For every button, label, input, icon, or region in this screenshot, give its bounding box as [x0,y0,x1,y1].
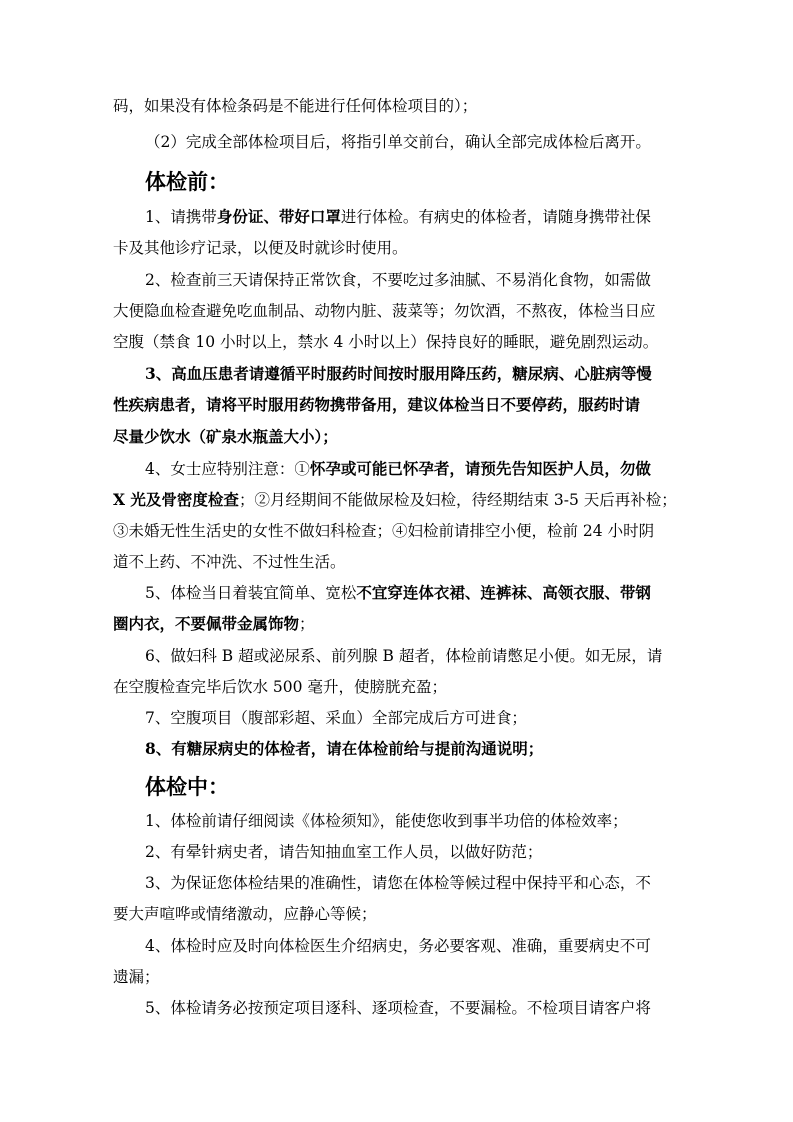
before-item-5-prefix: 5、体检当日着装宜简单、宽松 [145,584,357,602]
before-item-6-line-2: 在空腹检查完毕后饮水 500 毫升，使膀胱充盈； [113,678,447,696]
before-item-1-line-2: 卡及其他诊疗记录，以便及时就诊时使用。 [113,239,408,257]
before-item-4-xray: X 光及骨密度检查 [113,490,239,509]
before-item-2-line-2: 大便隐血检查避免吃血制品、动物内脏、菠菜等；勿饮酒，不熬夜，体检当日应 [113,302,656,320]
before-item-5-end: ； [299,615,315,633]
before-item-3-line-3: 尽量少饮水（矿泉水瓶盖大小）； [113,427,338,446]
before-item-4-line-4: 道不上药、不冲洗、不过性生活。 [113,553,346,571]
before-item-1-emphasis: 身份证、带好口罩 [216,207,341,226]
intro-line-2: （2）完成全部体检项目后，将指引单交前台，确认全部完成体检后离开。 [145,133,651,151]
before-item-4-menstrual: ；②月经期间不能做尿检及妇检，待经期结束 3-5 天后再补检； [238,491,677,509]
before-item-7: 7、空腹项目（腹部彩超、采血）全部完成后方可进食； [145,709,527,727]
before-item-6-line-1: 6、做妇科 B 超或泌尿系、前列腺 B 超者，体检前请憋足小便。如无尿，请 [145,647,663,665]
before-item-2-line-3: 空腹（禁食 10 小时以上，禁水 4 小时以上）保持良好的睡眠，避免剧烈运动。 [113,333,659,351]
during-item-2: 2、有晕针病史者，请告知抽血室工作人员，以做好防范； [145,843,543,861]
before-item-2-line-1: 2、检查前三天请保持正常饮食，不要吃过多油腻、不易消化食物，如需做 [145,271,651,289]
section-heading-during: 体检中： [145,775,229,799]
before-item-5-line-1 [145,583,651,603]
during-item-4-line-2: 遗漏； [113,968,160,986]
during-item-3-line-1: 3、为保证您体检结果的准确性，请您在体检等候过程中保持平和心态，不 [145,874,651,892]
during-item-1: 1、体检前请仔细阅读《体检须知》，能使您收到事半功倍的体检效率； [145,812,628,830]
during-item-3-line-2: 要大声喧哗或情绪激动，应静心等候； [113,905,377,923]
before-item-1-prefix: 1、请携带 [145,208,217,226]
during-item-4-line-1: 4、体检时应及时向体检医生介绍病史，务必要客观、准确，重要病史不可 [145,937,651,955]
before-item-5-emphasis: 不宜穿连体衣裙、连裤袜、高领衣服、带钢 [356,583,651,602]
before-item-8: 8、有糖尿病史的体检者，请在体检前给与提前沟通说明； [145,739,544,758]
section-heading-before: 体检前： [145,170,229,194]
before-item-4-line-2 [113,490,677,510]
before-item-5-line-2 [113,614,315,634]
before-item-1-line-1 [145,207,651,227]
before-item-1-rest: 进行体检。有病史的体检者，请随身携带社保 [340,208,651,226]
intro-line-1: 码，如果没有体检条码是不能进行任何体检项目的）； [113,97,478,115]
before-item-5-emphasis-2: 圈内衣，不要佩带金属饰物 [113,614,300,633]
before-item-3-line-1: 3、高血压患者请遵循平时服药时间按时服用降压药，糖尿病、心脏病等慢 [145,364,652,383]
before-item-4-line-3: ③未婚无性生活史的女性不做妇科检查；④妇检前请排空小便，检前 24 小时阴 [113,522,655,540]
before-item-4-emphasis: 怀孕或可能已怀孕者，请预先告知医护人员，勿做 [309,459,651,478]
before-item-4-prefix: 4、女士应特别注意：① [145,460,310,478]
before-item-3-line-2: 性疾病患者，请将平时服用药物携带备用，建议体检当日不要停药，服药时请 [113,395,641,414]
before-item-4-line-1 [145,459,651,479]
during-item-5: 5、体检请务必按预定项目逐科、逐项检查，不要漏检。不检项目请客户将 [145,999,651,1017]
